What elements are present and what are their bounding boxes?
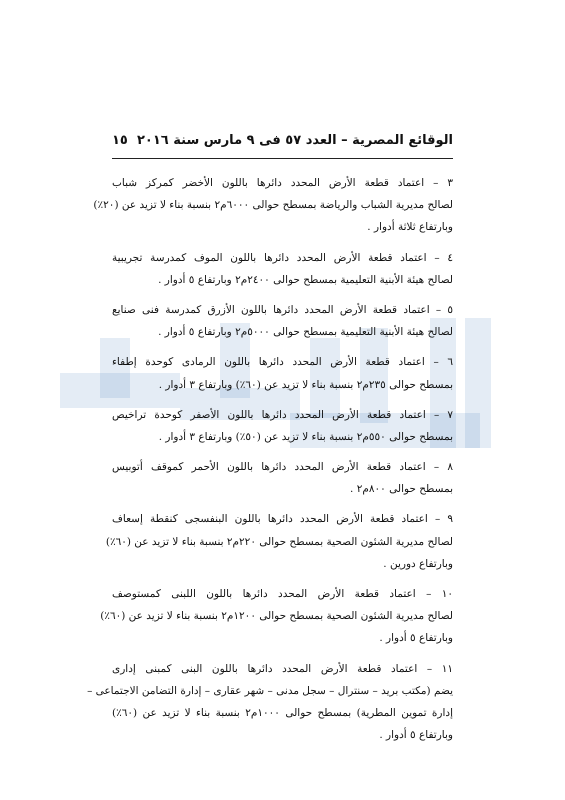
text-line: لصالح مديرية الشباب والرياضة بمسطح حوالى ٦٠٠٠م٢ بنسبة بناء لا تزيد عن (٢٠٪): [93, 199, 453, 212]
text-line: وبارتفاع ٥ أدوار .: [379, 729, 453, 742]
page-header: [112, 133, 453, 153]
text-line: ٧ – اعتماد قطعة الأرض المحدد دائرها باللون الأصفر كوحدة تراخيص: [112, 408, 453, 421]
text-line: إدارة تموين المطرية) بمسطح حوالى ١٠٠٠م٢ بنسبة بناء لا تزيد عن (٦٠٪): [112, 706, 453, 719]
decree-item: [105, 508, 453, 575]
decree-item: [112, 456, 453, 500]
text-line: ٥ – اعتماد قطعة الأرض المحدد دائرها باللون الأزرق كمدرسة فنى صنايع: [112, 303, 453, 316]
text-line: ٦ – اعتماد قطعة الأرض المحدد دائرها باللون الرمادى كوحدة إطفاء: [112, 356, 453, 369]
text-line: ١٠ – اعتماد قطعة الأرض المحدد دائرها باللون اللبنى كمستوصف: [112, 588, 453, 600]
text-line: بمسطح حوالى ٨٠٠م٢ .: [350, 483, 453, 496]
gazette-title: الوقائع المصرية – العدد ٥٧ فى ٩ مارس سنة ٢٠١٦: [136, 133, 453, 148]
decree-item: [112, 299, 453, 343]
decree-item: [112, 351, 453, 395]
text-line: ٨ – اعتماد قطعة الأرض المحدد دائرها باللون الأحمر كموقف أتوبيس: [112, 461, 453, 474]
text-line: يضم (مكتب بريد – سنترال – سجل مدنى – شهر عقارى – إدارة التضامن الاجتماعى –: [87, 684, 453, 697]
text-line: بمسطح حوالى ٢٣٥م٢ بنسبة بناء لا تزيد عن (٦٠٪) وبارتفاع ٣ أدوار .: [158, 378, 453, 391]
decree-item: [112, 247, 453, 291]
text-line: ٩ – اعتماد قطعة الأرض المحدد دائرها باللون البنفسجى كنقطة إسعاف: [112, 513, 453, 526]
decree-item: [100, 583, 453, 650]
text-line: وبارتفاع دورين .: [383, 557, 453, 570]
text-line: لصالح هيئة الأبنية التعليمية بمسطح حوالى ٥٠٠٠م٢ وبارتفاع ٥ أدوار .: [158, 326, 453, 339]
text-line: وبارتفاع ثلاثة أدوار .: [367, 221, 453, 234]
decree-item: [87, 658, 453, 747]
text-line: بمسطح حوالى ٥٥٠م٢ بنسبة بناء لا تزيد عن (٥٠٪) وبارتفاع ٣ أدوار .: [158, 430, 453, 443]
page-number: ١٥: [112, 133, 128, 148]
text-line: ٤ – اعتماد قطعة الأرض المحدد دائرها باللون الموف كمدرسة تجريبية: [112, 251, 453, 264]
text-line: لصالح مديرية الشئون الصحية بمسطح حوالى ١٢٠٠م٢ بنسبة بناء لا تزيد عن (٦٠٪): [100, 610, 453, 623]
decree-item: [93, 172, 453, 239]
text-line: وبارتفاع ٥ أدوار .: [379, 632, 453, 645]
text-line: ١١ – اعتماد قطعة الأرض المحدد دائرها باللون البنى كمبنى إدارى: [112, 662, 453, 675]
decree-item: [112, 404, 453, 448]
text-line: ٣ – اعتماد قطعة الأرض المحدد دائرها باللون الأخضر كمركز شباب: [112, 177, 453, 189]
text-line: لصالح مديرية الشئون الصحية بمسطح حوالى ٢٢٠م٢ بنسبة بناء لا تزيد عن (٦٠٪): [105, 535, 453, 548]
text-line: لصالح هيئة الأبنية التعليمية بمسطح حوالى ٢٤٠٠م٢ وبارتفاع ٥ أدوار .: [158, 273, 453, 286]
header-rule: [112, 158, 453, 159]
decree-body: [87, 172, 453, 746]
